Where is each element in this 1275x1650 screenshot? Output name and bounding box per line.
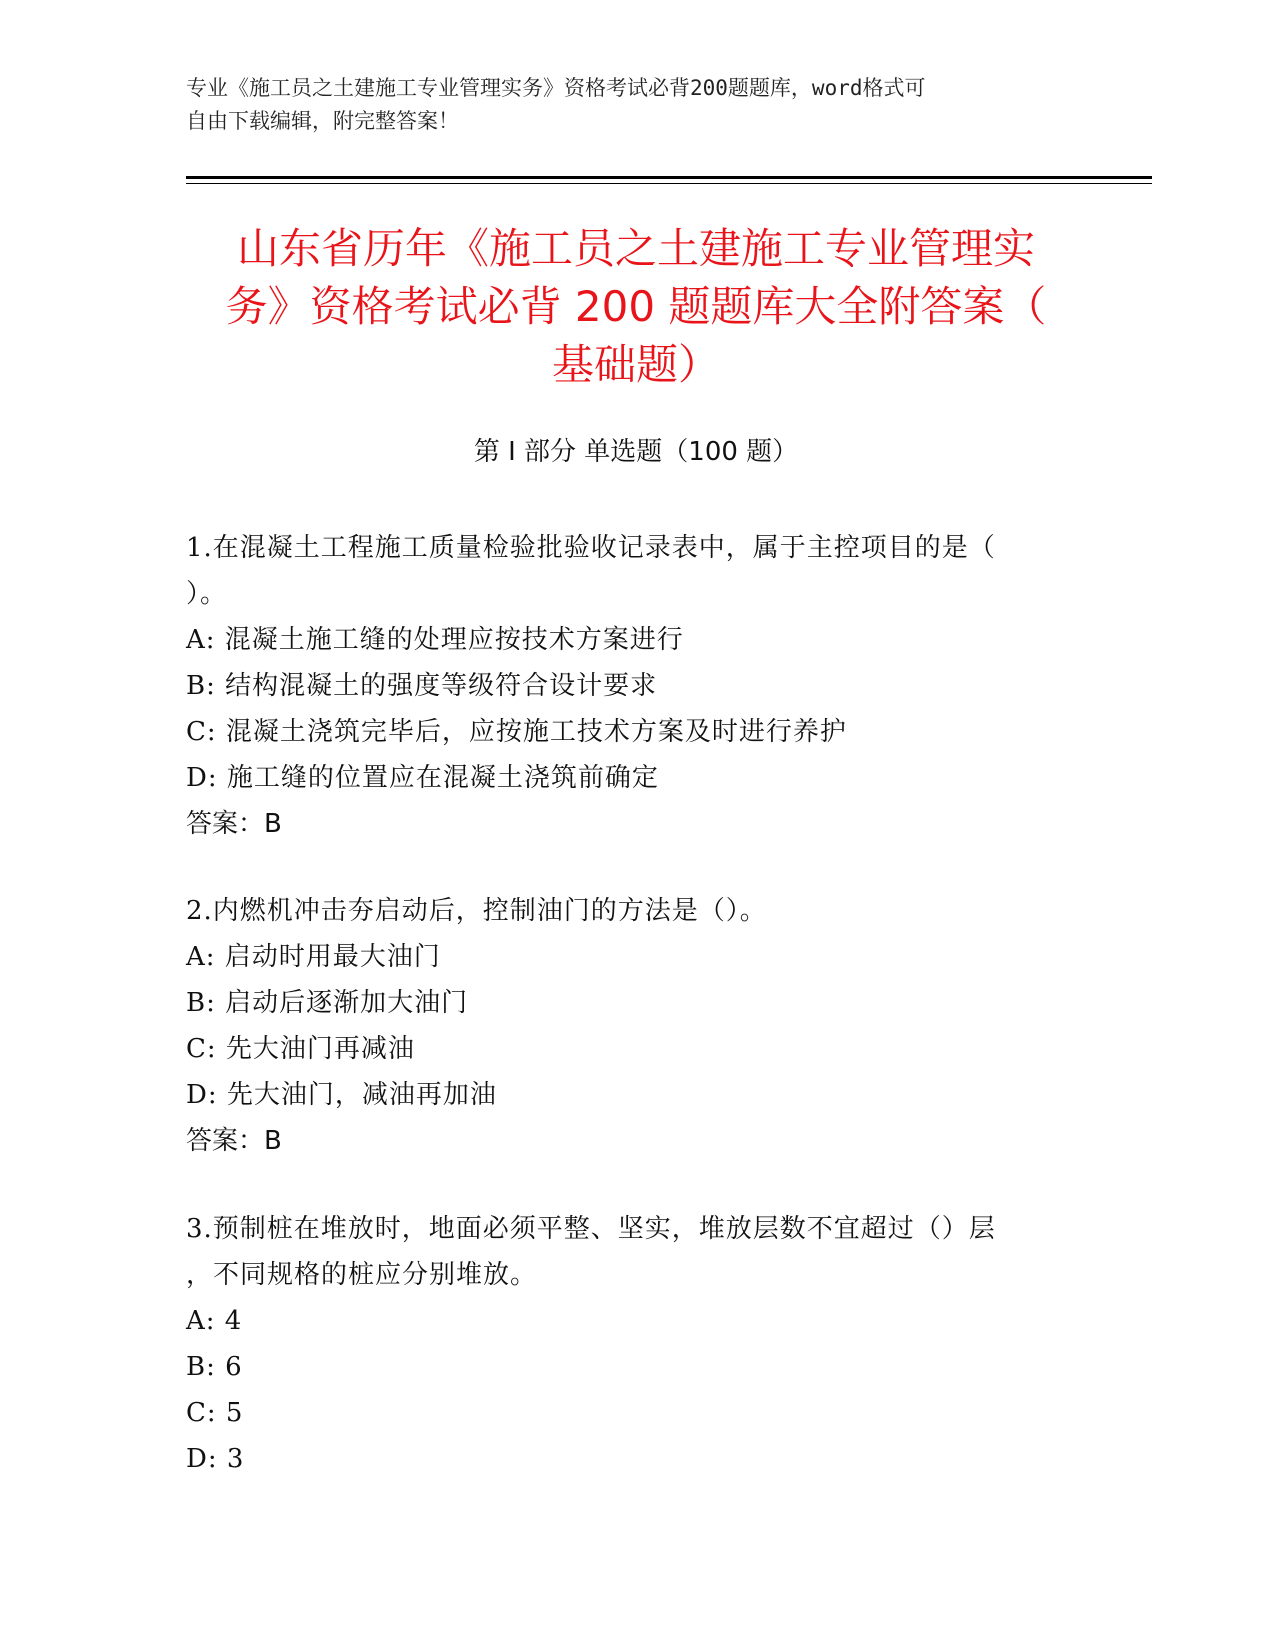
option-d: D: 3 <box>186 1444 245 1474</box>
title-line-1: 山东省历年《施工员之土建施工专业管理实 <box>236 224 1035 273</box>
option-b: B: 启动后逐渐加大油门 <box>186 988 469 1018</box>
option-a: A: 混凝土施工缝的处理应按技术方案进行 <box>186 625 684 655</box>
question-stem-continued: ）。 <box>186 579 228 609</box>
option-c: C: 先大油门再减油 <box>186 1034 415 1064</box>
question-stem-continued: ，不同规格的桩应分别堆放。 <box>186 1260 538 1290</box>
question-stem: 3.预制桩在堆放时，地面必须平整、坚实，堆放层数不宜超过（）层 <box>186 1214 996 1244</box>
question-3 <box>186 1206 1066 1482</box>
answer: 答案：B <box>186 809 282 839</box>
header-divider-thick <box>186 176 1152 179</box>
answer: 答案：B <box>186 1126 282 1156</box>
header-line-2: 自由下载编辑，附完整答案！ <box>186 109 459 133</box>
question-stem: 1.在混凝土工程施工质量检验批验收记录表中，属于主控项目的是（ <box>186 533 996 563</box>
document-title <box>186 220 1086 394</box>
option-c: C: 5 <box>186 1398 244 1428</box>
option-a: A: 启动时用最大油门 <box>186 942 441 972</box>
title-line-2: 务》资格考试必背 200 题题库大全附答案（ <box>225 282 1047 331</box>
document-header <box>186 72 1066 138</box>
option-d: D: 先大油门，减油再加油 <box>186 1080 497 1110</box>
header-line-1: 专业《施工员之土建施工专业管理实务》资格考试必背200题题库，word格式可 <box>186 76 926 100</box>
question-stem: 2.内燃机冲击夯启动后，控制油门的方法是（）。 <box>186 896 767 926</box>
title-line-3: 基础题） <box>551 340 720 389</box>
option-b: B: 结构混凝土的强度等级符合设计要求 <box>186 671 658 701</box>
option-a: A: 4 <box>186 1306 243 1336</box>
section-heading: 第 I 部分 单选题（100 题） <box>473 437 799 467</box>
header-divider-thin <box>186 183 1152 184</box>
option-c: C: 混凝土浇筑完毕后，应按施工技术方案及时进行养护 <box>186 717 847 747</box>
question-2 <box>186 888 1066 1164</box>
option-d: D: 施工缝的位置应在混凝土浇筑前确定 <box>186 763 659 793</box>
question-1 <box>186 525 1066 847</box>
option-b: B: 6 <box>186 1352 243 1382</box>
